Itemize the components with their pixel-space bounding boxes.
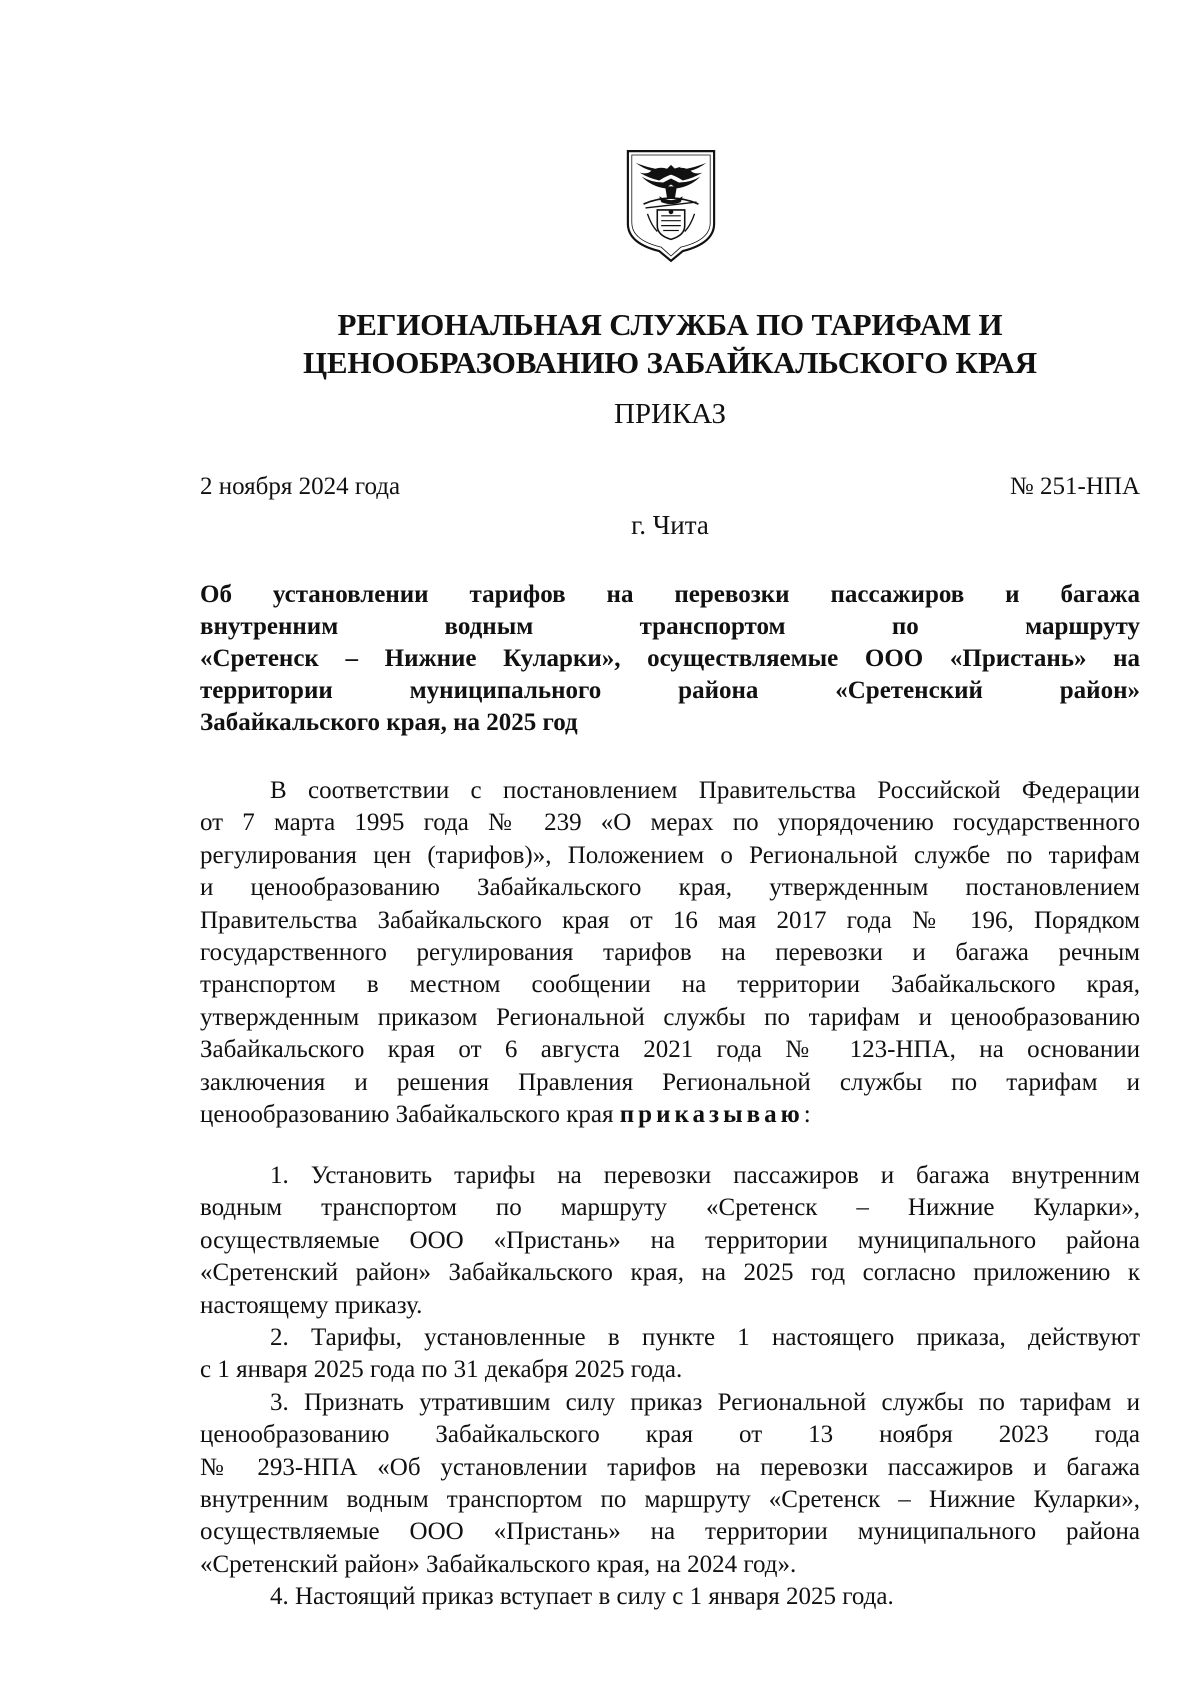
document-number: № 251-НПА xyxy=(1009,473,1140,500)
order-keyword: приказываю xyxy=(619,1101,804,1129)
document-date: 2 ноября 2024 года xyxy=(200,473,401,500)
item-line: 2. Тарифы, установленные в пункте 1 настоящего приказа, действуют xyxy=(270,1324,1140,1352)
item-line: осуществляемые ООО «Пристань» на территории муниципального района xyxy=(200,1518,1140,1546)
order-item-3 xyxy=(200,1387,1140,1581)
preamble-line: регулирования цен (тарифов)», Положением о Региональной службе по тарифам xyxy=(200,841,1140,869)
document-type: ПРИКАЗ xyxy=(613,398,727,430)
organization-title xyxy=(200,306,1140,382)
item-line: осуществляемые ООО «Пристань» на территории муниципального района xyxy=(200,1226,1140,1254)
preamble-last-text: ценообразованию Забайкальского края xyxy=(200,1101,620,1129)
item-line: ценообразованию Забайкальского края от 13 ноября 2023 года xyxy=(200,1421,1140,1449)
preamble-line: транспортом в местном сообщении на территории Забайкальского края, xyxy=(200,971,1140,999)
order-items xyxy=(200,1160,1140,1614)
preamble-last-line xyxy=(200,1099,1140,1131)
preamble-line: утвержденным приказом Региональной службы по тарифам и ценообразованию xyxy=(200,1003,1140,1031)
organization-title-line-1: РЕГИОНАЛЬНАЯ СЛУЖБА ПО ТАРИФАМ И xyxy=(337,307,1003,342)
preamble-line: Правительства Забайкальского края от 16 мая 2017 года № 196, Порядком xyxy=(200,906,1140,934)
item-line: настоящему приказу. xyxy=(200,1291,423,1319)
preamble-paragraph xyxy=(200,775,1140,1131)
order-item-4 xyxy=(200,1581,1140,1613)
preamble-line: государственного регулирования тарифов на перевозки и багажа речным xyxy=(200,939,1140,967)
item-line: внутренним водным транспортом по маршруту «Сретенск – Нижние Куларки», xyxy=(200,1486,1140,1514)
coat-of-arms-icon xyxy=(622,147,720,265)
subject-line: внутренним водным транспортом по маршруту xyxy=(200,613,1140,640)
preamble-line: от 7 марта 1995 года № 239 «О мерах по упорядочению государственного xyxy=(200,809,1140,837)
preamble-last-end: : xyxy=(803,1101,811,1129)
item-line: «Сретенский район» Забайкальского края, на 2025 год согласно приложению к xyxy=(200,1259,1140,1287)
organization-title-line-2: ЦЕНООБРАЗОВАНИЮ ЗАБАЙКАЛЬСКОГО КРАЯ xyxy=(303,345,1037,380)
item-line: «Сретенский район» Забайкальского края, на 2024 год». xyxy=(200,1550,797,1578)
subject-line: Об установлении тарифов на перевозки пассажиров и багажа xyxy=(200,581,1140,608)
document-subject xyxy=(200,579,1140,739)
item-line: водным транспортом по маршруту «Сретенск – Нижние Куларки», xyxy=(200,1194,1140,1222)
subject-line: «Сретенск – Нижние Куларки», осуществляемые ООО «Пристань» на xyxy=(200,645,1140,672)
preamble-line: В соответствии с постановлением Правительства Российской Федерации xyxy=(270,777,1140,804)
item-line: 3. Признать утратившим силу приказ Региональной службы по тарифам и xyxy=(270,1388,1140,1416)
subject-line: Забайкальского края, на 2025 год xyxy=(200,709,578,736)
document-city: г. Чита xyxy=(631,510,709,540)
item-line: с 1 января 2025 года по 31 декабря 2025 года. xyxy=(200,1356,683,1384)
preamble-line: Забайкальского края от 6 августа 2021 года № 123-НПА, на основании xyxy=(200,1036,1140,1064)
order-item-2 xyxy=(200,1322,1140,1387)
preamble-line: заключения и решения Правления Региональной службы по тарифам и xyxy=(200,1068,1140,1096)
item-line: № 293-НПА «Об установлении тарифов на перевозки пассажиров и багажа xyxy=(200,1453,1140,1481)
item-line: 1. Установить тарифы на перевозки пассажиров и багажа внутренним xyxy=(270,1162,1140,1189)
item-line: 4. Настоящий приказ вступает в силу с 1 января 2025 года. xyxy=(270,1583,894,1611)
preamble-line: и ценообразованию Забайкальского края, утвержденным постановлением xyxy=(200,874,1140,902)
order-item-1 xyxy=(200,1160,1140,1322)
subject-line: территории муниципального района «Сретенский район» xyxy=(200,677,1140,704)
